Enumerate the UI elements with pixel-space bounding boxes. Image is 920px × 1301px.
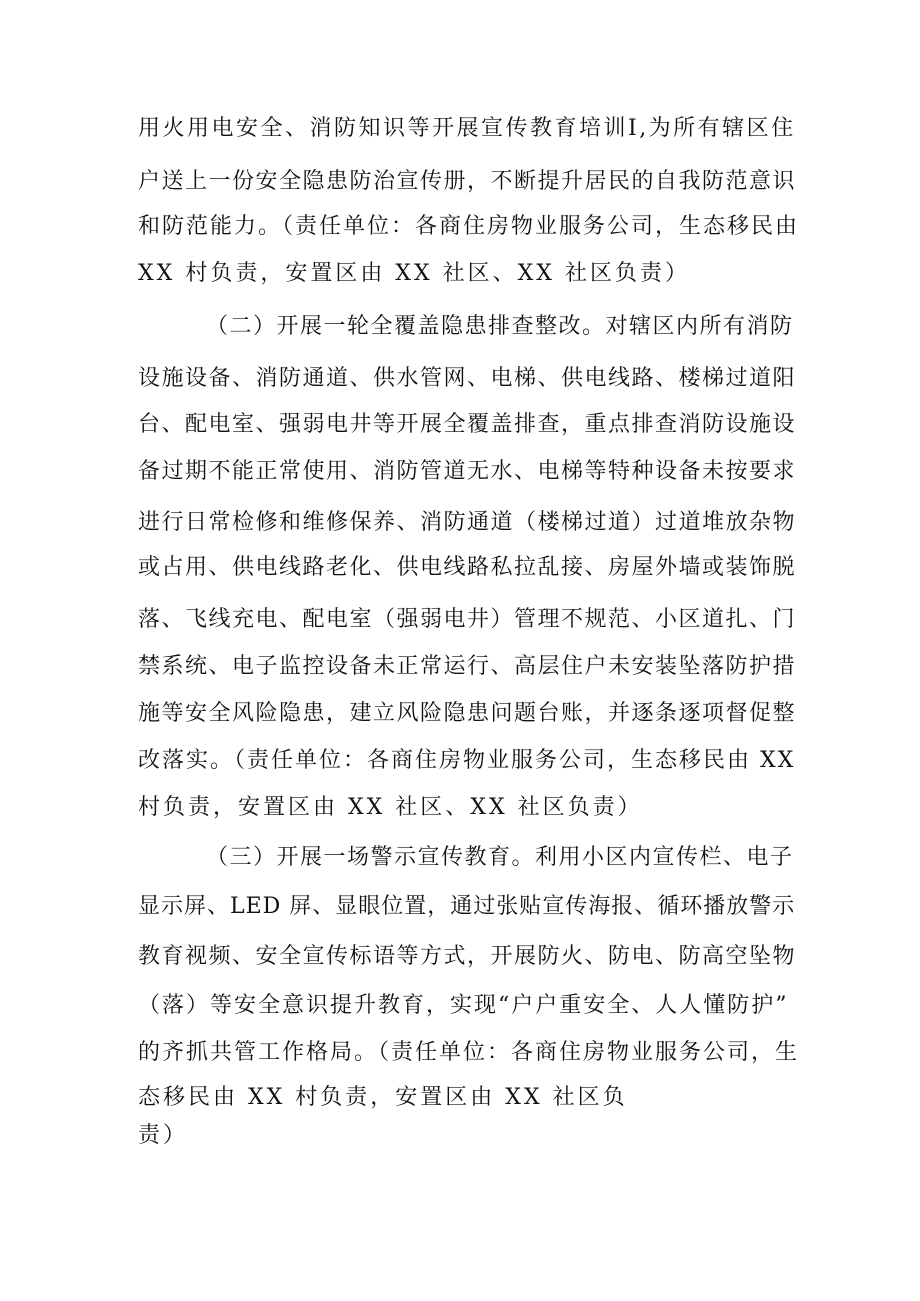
text-line: 的齐抓共管工作格局。（责任单位：各商住房物业服务公司，生: [138, 1040, 800, 1065]
text-line: 和防范能力。（责任单位：各商住房物业服务公司，生态移民由: [138, 214, 800, 239]
text-line: 设施设备、消防通道、供水管网、电梯、供电线路、楼梯过道阳: [138, 366, 797, 391]
text-line: 禁系统、电子监控设备未正常运行、高层住户未安装坠落防护措: [138, 654, 797, 679]
text-line: 台、配电室、强弱电井等开展全覆盖排查，重点排查消防设施设: [138, 412, 797, 437]
text-line: XX 村负责，安置区由 XX 社区、XX 社区负责）: [138, 261, 690, 286]
text-line: 教育视频、安全宣传标语等方式，开展防火、防电、防高空坠物: [138, 944, 797, 969]
paragraph-heading-3: （三）开展一场警示宣传教育。利用小区内宣传栏、电子: [206, 845, 794, 870]
text-line: 改落实。（责任单位：各商住房物业服务公司，生态移民由 XX: [138, 748, 796, 773]
text-line: 户送上一份安全隐患防治宣传册，不断提升居民的自我防范意识: [138, 169, 797, 194]
text-line: 责）: [138, 1123, 189, 1148]
text-line: 态移民由 XX 村负责，安置区由 XX 社区负: [138, 1085, 628, 1110]
text-line: 用火用电安全、消防知识等开展宣传教育培训Ⅰ,为所有辖区住: [138, 116, 796, 141]
text-line: 施等安全风险隐患，建立风险隐患问题台账，并逐条逐项督促整: [138, 701, 797, 726]
text-line: （落）等安全意识提升教育，实现“户户重安全、人人懂防护”: [138, 993, 789, 1018]
text-line: 落、飞线充电、配电室（强弱电井）管理不规范、小区道扎、门: [138, 607, 797, 632]
text-line: 显示屏、LED 屏、显眼位置，通过张贴宣传海报、循环播放警示: [138, 894, 796, 919]
text-line: 进行日常检修和维修保养、消防通道（楼梯过道）过道堆放杂物: [138, 510, 797, 535]
text-line: 村负责，安置区由 XX 社区、XX 社区负责）: [138, 795, 643, 820]
text-line: 备过期不能正常使用、消防管道无水、电梯等特种设备未按要求: [138, 459, 797, 484]
paragraph-heading-2: （二）开展一轮全覆盖隐患排查整改。对辖区内所有消防: [206, 314, 794, 339]
text-line: 或占用、供电线路老化、供电线路私拉乱接、房屋外墙或装饰脱: [138, 555, 797, 580]
